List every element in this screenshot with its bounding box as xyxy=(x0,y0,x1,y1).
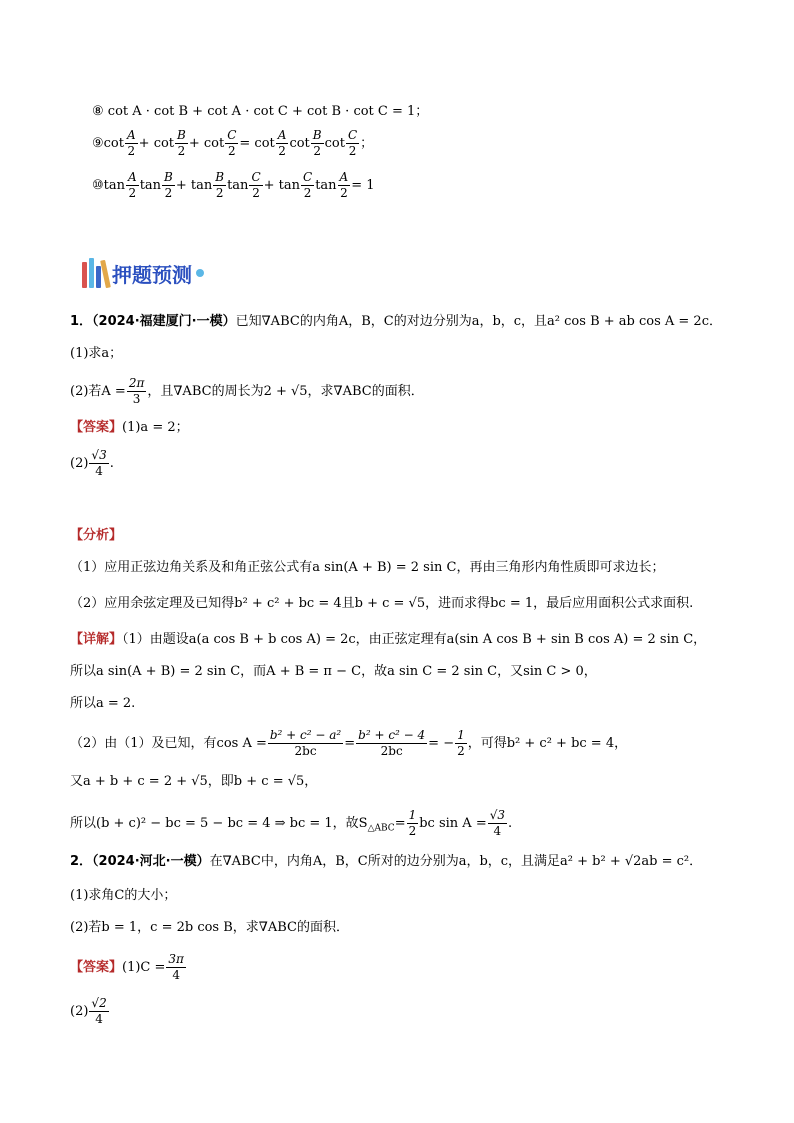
q1-detail-1: 【详解】（1）由题设a(a cos B + b cos A) = 2c，由正弦定理有a(sin A cos B + sin B cos A) = 2 sin C， xyxy=(70,632,707,647)
title-dot-icon xyxy=(196,269,204,277)
q1-heading xyxy=(70,312,722,332)
q1-analysis-1: （1）应用正弦边角关系及和角正弦公式有a sin(A + B) = 2 sin C，再由三角形内角性质即可求边长； xyxy=(70,560,665,575)
q1-part1: (1)求a； xyxy=(70,346,123,361)
q1-detail-4: （2）由（1）及已知，有cos A = $\frac{\text{b² + c² − a²}}{2bc}$ = $\frac{\text{b² + c² − 4}}{2bc}$ = − $\frac{1}{2}$ ，可得b² + c² + bc = 4， xyxy=(70,728,628,758)
q1-part2: (2)若A = $\frac{2\pi}{3}$ ，且∇ABC的周长为2 + √5，求∇ABC的面积． xyxy=(70,376,424,406)
answer-label: 【答案】 xyxy=(70,420,123,435)
q1-number: 1． xyxy=(70,314,93,329)
q2-heading xyxy=(70,852,702,872)
identity-8: ⑧ cot A · cot B + cot A · cot C + cot B · cot C = 1； xyxy=(92,104,429,119)
answer-label: 【答案】 xyxy=(70,960,123,975)
q2-source: （2024·河北·一模） xyxy=(92,854,210,869)
q1-detail-6: 所以(b + c)² − bc = 5 − bc = 4 ⇒ bc = 1，故$S_{\triangle ABC}=$ $\frac{1}{2}$ bc sin A = $\frac{√3}{4}$ . xyxy=(70,808,513,838)
q1-source: （2024·福建厦门·一模） xyxy=(92,314,236,329)
section-header xyxy=(82,256,204,290)
identity-10-number: ⑩ xyxy=(92,178,104,193)
books-icon xyxy=(82,258,108,288)
q1-detail-3: 所以a = 2. xyxy=(70,696,136,711)
q1-analysis-2: （2）应用余弦定理及已知得b² + c² + bc = 4且b + c = √5，进而求得bc = 1，最后应用面积公式求面积. xyxy=(70,596,694,611)
q2-part2: (2)若b = 1，c = 2b cos B，求∇ABC的面积． xyxy=(70,920,349,935)
q1-detail-2: 所以a sin(A + B) = 2 sin C，而A + B = π − C，故a sin C = 2 sin C，又sin C > 0， xyxy=(70,664,597,679)
q1-answer: 【答案】(1)a = 2； xyxy=(70,420,189,435)
section-title: 押题预测 xyxy=(112,262,192,287)
q1-answer-2: (2) $\frac{√3}{4}$ . xyxy=(70,448,114,478)
q2-answer-2: (2) $\frac{√2}{4}$ xyxy=(70,996,107,1026)
q2-text: 在∇ABC中，内角A，B，C所对的边分别为a，b，c，且满足a² + b² + √2ab = c²． xyxy=(209,854,703,869)
q1-analysis-label: 【分析】 xyxy=(70,528,123,543)
q2-answer: 【答案】(1)C = $\frac{3\pi}{4}$ xyxy=(70,952,184,982)
q2-number: 2． xyxy=(70,854,93,869)
identity-10: ⑩tan $\frac{A}{2}$ tan $\frac{B}{2}$ + tan $\frac{B}{2}$ tan $\frac{C}{2}$ + tan $\frac{C}{2}$ tan $\frac{A}{2}$ = 1 xyxy=(92,170,375,200)
q1-detail-5: 又a + b + c = 2 + √5，即b + c = √5， xyxy=(70,774,318,789)
identity-9: ⑨cot $\frac{A}{2}$ + cot $\frac{B}{2}$ + cot $\frac{C}{2}$ = cot $\frac{A}{2}$ cot $\frac{B}{2}$ cot $\frac{C}{2}$ ； xyxy=(92,128,374,158)
q2-part1: (1)求角C的大小； xyxy=(70,888,177,903)
q1-text: 已知∇ABC的内角A，B，C的对边分别为a，b，c，且a² cos B + ab cos A = 2c． xyxy=(235,314,722,329)
identity-9-number: ⑨ xyxy=(92,136,104,151)
